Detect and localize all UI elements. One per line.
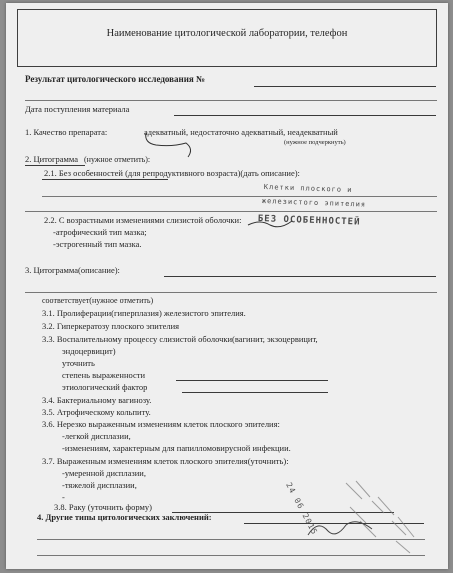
item-2-2: 2.2. С возрастными изменениями слизистой оболочки: bbox=[44, 215, 242, 225]
other-conclusions-label: 4. Другие типы цитологических заключений: bbox=[37, 512, 212, 522]
lab-name-title: Наименование цитологической лаборатории, телефон bbox=[106, 28, 348, 39]
item-2-1: 2.1. Без особенностей (для репродуктивного возраста)(дать описание): bbox=[44, 168, 300, 178]
receipt-date-line[interactable] bbox=[174, 115, 436, 116]
lab-name-box bbox=[17, 9, 437, 67]
signature-icon bbox=[306, 515, 376, 541]
conforms-label: соответствует(нужное отметить) bbox=[42, 296, 154, 305]
item-3-6-b: -легкой дисплазии, bbox=[62, 431, 131, 441]
date-stamp: 24 06 2015 bbox=[284, 481, 320, 537]
item-3-5: 3.5. Атрофическому кольпиту. bbox=[42, 407, 151, 417]
cytogram-hint: (нужное отметить): bbox=[84, 155, 151, 164]
item-3-1: 3.1. Пролиферации(гиперплазия) железистого эпителия. bbox=[42, 308, 246, 318]
cytogram-label: 2. Цитограмма bbox=[25, 154, 79, 164]
item-3-3-a: 3.3. Воспалительному процессу слизистой оболочки(вагинит, экзоцервицит, bbox=[42, 334, 318, 344]
item-3-7-c: -тяжелой дисплазии, bbox=[62, 480, 137, 490]
result-extra-line[interactable] bbox=[25, 100, 437, 101]
severity-line[interactable] bbox=[176, 380, 328, 381]
stamp-no-peculiarities: БЕЗ ОСОБЕННОСТЕЙ bbox=[257, 214, 361, 228]
cytogram-description-label: 3. Цитограмма(описание): bbox=[25, 265, 120, 275]
item-3-7-b: -умеренной дисплазии, bbox=[62, 468, 146, 478]
cytogram-description-line-2[interactable] bbox=[25, 292, 437, 293]
cytogram-underline bbox=[25, 165, 85, 166]
item-3-3-b: эндоцервицит) bbox=[62, 346, 116, 356]
item-3-4: 3.4. Бактериальному вагинозу. bbox=[42, 395, 152, 405]
item-3-3-d: степень выраженности bbox=[62, 370, 146, 380]
item-3-7-d: - bbox=[62, 492, 65, 502]
item-3-7-a: 3.7. Выраженным изменениям клеток плоского эпителия(уточнить): bbox=[42, 456, 289, 466]
cytogram-description-line-1[interactable] bbox=[164, 276, 436, 277]
form-sheet bbox=[6, 3, 448, 569]
stamp-line-2: железистого эпителия bbox=[261, 197, 367, 209]
item-2-1-line-1[interactable] bbox=[42, 196, 437, 197]
item-3-6-c: -изменениям, характерным для папилломовирусной инфекции. bbox=[62, 443, 291, 453]
etiology-line[interactable] bbox=[182, 392, 328, 393]
quality-label: 1. Качество препарата: bbox=[25, 127, 108, 137]
item-3-2: 3.2. Гиперкератозу плоского эпителия bbox=[42, 321, 180, 331]
item-3-8: 3.8. Раку (уточнить форму) bbox=[54, 502, 152, 512]
quality-hint: (нужное подчеркнуть) bbox=[284, 139, 346, 146]
item-2-2-b: -эстрогенный тип мазка. bbox=[53, 239, 142, 249]
handwritten-check-icon bbox=[246, 217, 296, 231]
item-3-3-c: уточнить bbox=[62, 358, 95, 368]
item-3-6-a: 3.6. Нерезко выраженным изменениям клеток плоского эпителия: bbox=[42, 419, 280, 429]
item-2-1-underline bbox=[42, 179, 168, 180]
item-2-1-line-2[interactable] bbox=[25, 211, 437, 212]
result-number-line[interactable] bbox=[254, 86, 436, 87]
handwritten-mark-icon bbox=[142, 129, 202, 159]
item-3-3-e: этиологический фактор bbox=[62, 382, 148, 392]
stamp-line-1: Клетки плоского и bbox=[263, 183, 353, 195]
result-title: Результат цитологического исследования № bbox=[25, 74, 206, 84]
item-2-2-a: -атрофический тип мазка; bbox=[53, 227, 147, 237]
receipt-date-label: Дата поступления материала bbox=[25, 104, 130, 114]
quality-options: адекватный, недостаточно адекватный, неадекватный bbox=[144, 127, 338, 137]
